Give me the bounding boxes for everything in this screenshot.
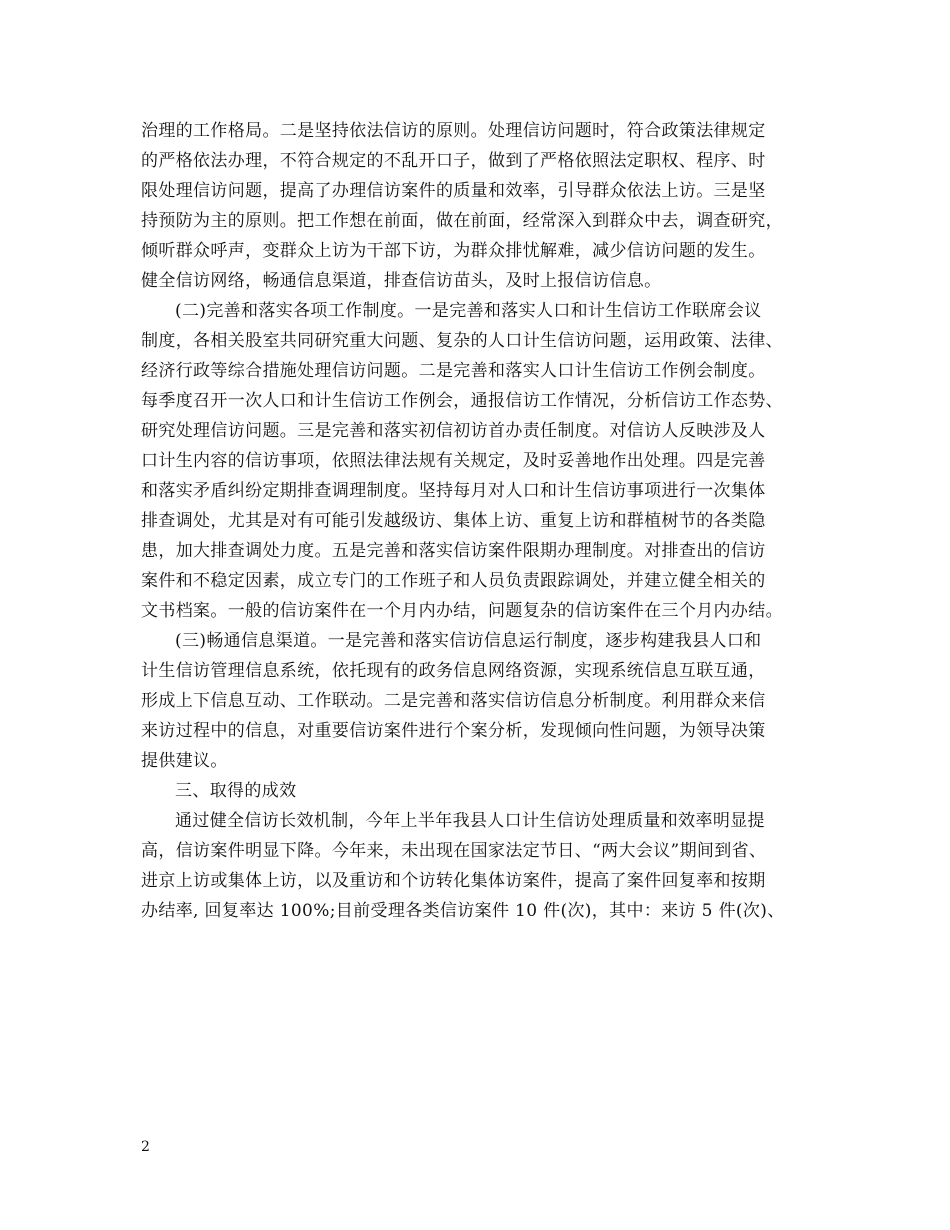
text-line: 和落实矛盾纠纷定期排查调理制度。坚持每月对人口和计生信访事项进行一次集体 xyxy=(141,481,766,501)
text-line: 通过健全信访长效机制，今年上半年我县人口计生信访处理质量和效率明显提 xyxy=(175,811,765,831)
text-line: 口计生内容的信访事项，依照法律法规有关规定，及时妥善地作出处理。四是完善 xyxy=(141,451,766,471)
text-line: 高，信访案件明显下降。今年来，未出现在国家法定节日、“两大会议”期间到省、 xyxy=(141,841,767,861)
text-line: 的严格依法办理，不符合规定的不乱开口子，做到了严格依照法定职权、程序、时 xyxy=(141,151,766,171)
text-line: (三)畅通信息渠道。一是完善和落实信访信息运行制度，逐步构建我县人口和 xyxy=(175,631,762,651)
text-line: 办结率, 回复率达 100%;目前受理各类信访案件 10 件(次)，其中：来访 5 件(次)、 xyxy=(141,901,785,921)
text-line: 治理的工作格局。二是坚持依法信访的原则。处理信访问题时，符合政策法律规定 xyxy=(141,121,766,141)
text-line: 来访过程中的信息，对重要信访案件进行个案分析，发现倾向性问题，为领导决策 xyxy=(141,721,766,741)
text-line: 计生信访管理信息系统，依托现有的政务信息网络资源，实现系统信息互联互通， xyxy=(141,661,766,681)
page-number: 2 xyxy=(141,1139,150,1155)
document-body xyxy=(141,116,823,926)
text-line: 持预防为主的原则。把工作想在前面，做在前面，经常深入到群众中去，调查研究， xyxy=(141,211,783,231)
text-line: 文书档案。一般的信访案件在一个月内办结，问题复杂的信访案件在三个月内办结。 xyxy=(141,601,783,621)
text-line: 经济行政等综合措施处理信访问题。二是完善和落实人口计生信访工作例会制度。 xyxy=(141,361,766,381)
text-line: 制度，各相关股室共同研究重大问题、复杂的人口计生信访问题，运用政策、法律、 xyxy=(141,331,783,351)
text-line: 每季度召开一次人口和计生信访工作例会，通报信访工作情况，分析信访工作态势、 xyxy=(141,391,783,411)
text-line: 排查调处，尤其是对有可能引发越级访、集体上访、重复上访和群植树节的各类隐 xyxy=(141,511,766,531)
text-line: 限处理信访问题，提高了办理信访案件的质量和效率，引导群众依法上访。三是坚 xyxy=(141,181,766,201)
text-line: 研究处理信访问题。三是完善和落实初信初访首办责任制度。对信访人反映涉及人 xyxy=(141,421,766,441)
text-line: 案件和不稳定因素，成立专门的工作班子和人员负责跟踪调处，并建立健全相关的 xyxy=(141,571,766,591)
text-line: 健全信访网络，畅通信息渠道，排查信访苗头，及时上报信访信息。 xyxy=(141,271,662,291)
text-line: 倾听群众呼声，变群众上访为干部下访，为群众排忧解难，减少信访问题的发生。 xyxy=(141,241,766,261)
text-line: 患，加大排查调处力度。五是完善和落实信访案件限期办理制度。对排查出的信访 xyxy=(141,541,766,561)
text-line: 提供建议。 xyxy=(141,751,228,771)
text-line: 形成上下信息互动、工作联动。二是完善和落实信访信息分析制度。利用群众来信 xyxy=(141,691,766,711)
text-line: (二)完善和落实各项工作制度。一是完善和落实人口和计生信访工作联席会议 xyxy=(175,301,762,321)
text-line: 三、取得的成效 xyxy=(175,781,297,801)
text-line: 进京上访或集体上访，以及重访和个访转化集体访案件，提高了案件回复率和按期 xyxy=(141,871,766,891)
